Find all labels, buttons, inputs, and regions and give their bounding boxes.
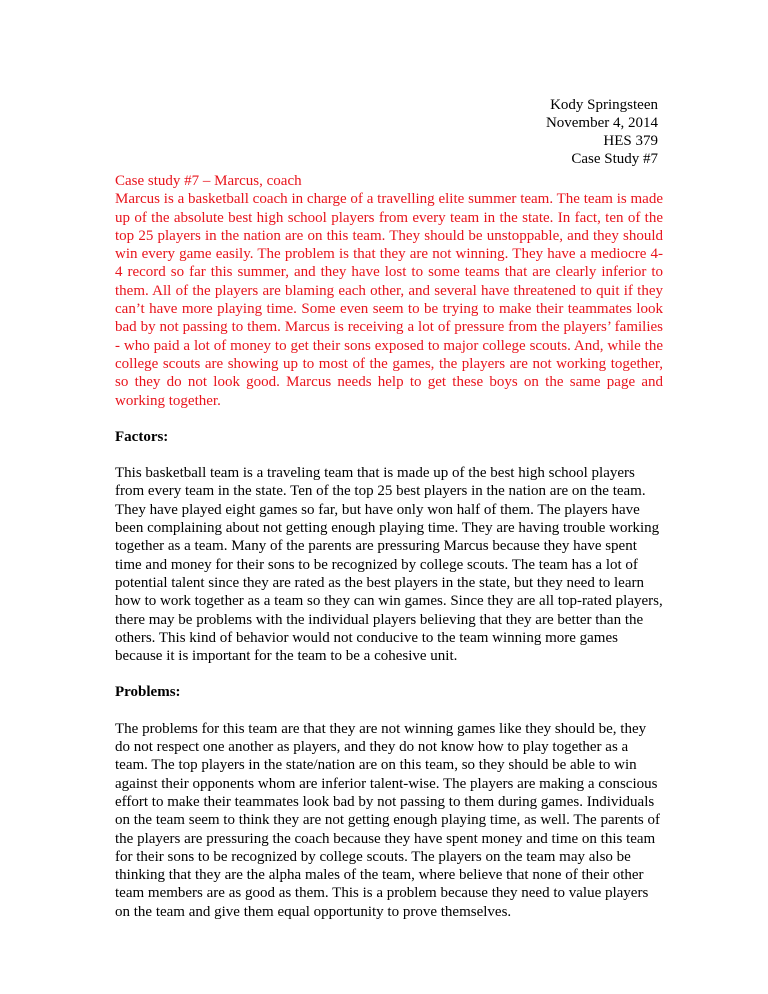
case-study-body: Marcus is a basketball coach in charge of a travelling elite summer team. The team is made up of the absolute best high school players from every team in the state. In fact, ten of the top 25 players in the nation are on this team. They should be unstoppable, and they should win every game easily. The problem is that they are not winning. They have a mediocre 4-4 record so far this summer, and they have lost to some teams that are clearly inferior to them. All of the players are blaming each other, and several have threatened to quit if they can’t have more playing time. Some even seem to be trying to make their teammates look bad by not passing to them. Marcus is receiving a lot of pressure from the players’ families - who paid a lot of money to get their sons exposed to major college scouts. And, while the college scouts are showing up to most of the games, the players are not working together, so they do not look good. Marcus needs help to get these boys on the same page and working together. (115, 191, 663, 409)
spacer (115, 702, 663, 720)
author-name: Kody Springsteen (550, 97, 658, 113)
case-study-title: Case study #7 – Marcus, coach (115, 173, 302, 189)
spacer (115, 446, 663, 464)
spacer (115, 410, 663, 428)
factors-section (115, 428, 663, 666)
assignment-title: Case Study #7 (571, 151, 658, 167)
document-content (115, 172, 663, 921)
case-study-section (115, 172, 663, 410)
author-header (546, 96, 658, 168)
spacer (115, 665, 663, 683)
factors-heading: Factors: (115, 428, 169, 445)
problems-body: The problems for this team are that they are not winning games like they should be, they do not respect one another as players, and they do not know how to play together as a team. The top players in the state/nation are on this team, so they should be able to win against their opponents whom are inferior talent-wise. The players are making a conscious effort to make their teammates look bad by not passing to them during games. Individuals on the team seem to think they are not getting enough playing time, as well. The parents of the players are pressuring the coach because they have spent money and time on this team for their sons to be recognized by college scouts. The players on the team may also be thinking that they are the alpha males of the team, where believe that none of their other team members are as good as them. This is a problem because they need to value players on the team and give them equal opportunity to prove themselves. (115, 720, 661, 920)
factors-body: This basketball team is a traveling team that is made up of the best high school players from every team in the state. Ten of the top 25 best players in the nation are on the team. They have played eight games so far, but have only won half of them. The players have been complaining about not getting enough playing time. They are having trouble working together as a team. Many of the parents are pressuring Marcus because they have spent time and money for their sons to be recognized by college scouts. The team has a lot of potential talent since they are rated as the best players in the state, but they need to learn how to work together as a team so they can win games. Since they are all top-rated players, there may be problems with the individual players believing that they are better than the others. This kind of behavior would not conducive to the team winning more games because it is important for the team to be a cohesive unit. (115, 465, 663, 665)
problems-heading: Problems: (115, 684, 181, 701)
course-code: HES 379 (603, 133, 658, 149)
problems-section (115, 683, 663, 921)
document-date: November 4, 2014 (545, 115, 658, 131)
